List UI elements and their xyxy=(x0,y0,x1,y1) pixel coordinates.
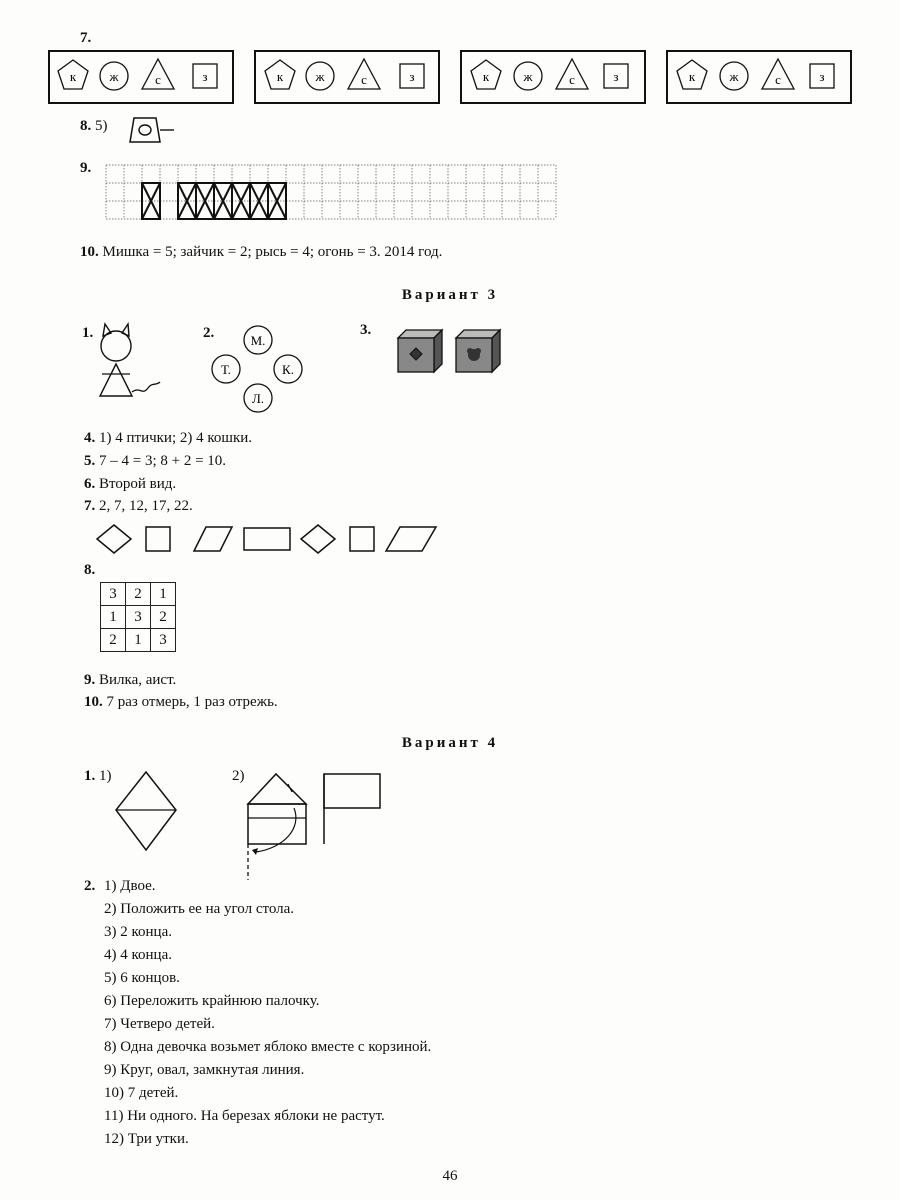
answer-item: 7) Четверо детей. xyxy=(104,1016,215,1032)
answer-item: 8) Одна девочка возьмет яблоко вместе с корзиной. xyxy=(104,1039,432,1055)
answer-item: 5) 6 концов. xyxy=(104,970,180,986)
trapezoid-figure xyxy=(128,114,178,151)
v3-q9-text: Вилка, аист. xyxy=(99,672,177,688)
letters-circles-figure xyxy=(208,324,308,421)
v3-q7-text: 2, 7, 12, 17, 22. xyxy=(99,498,193,514)
v3-q4-number: 4. xyxy=(84,430,96,446)
table-cell: 2 xyxy=(126,583,151,606)
shape-letter: ж xyxy=(729,69,739,84)
v2-q10-text: Мишка = 5; зайчик = 2; рысь = 4; огонь = 3. 2014 год. xyxy=(102,244,443,260)
v2-q7-box-1 xyxy=(48,50,234,109)
v3-q7 xyxy=(84,498,193,515)
shape-letter: з xyxy=(819,69,825,84)
v4-q1-label xyxy=(84,768,112,785)
v2-q10 xyxy=(80,244,442,261)
table-cell: 3 xyxy=(151,629,176,652)
v3-q7-number: 7. xyxy=(84,498,96,514)
v2-q7-box-2 xyxy=(254,50,440,109)
v2-q8-text: 5) xyxy=(95,118,108,134)
shape-letter: ж xyxy=(315,69,325,84)
v3-q4 xyxy=(84,430,252,447)
v4-q2-number: 2. xyxy=(84,878,96,894)
v3-q6-text: Второй вид. xyxy=(99,476,177,492)
table-cell: 2 xyxy=(101,629,126,652)
shape-letter: з xyxy=(202,69,208,84)
parallelogram-shape xyxy=(386,527,436,551)
v3-q5 xyxy=(84,453,226,470)
shape-letter: з xyxy=(613,69,619,84)
cube-2 xyxy=(456,330,500,372)
rhombus-shape xyxy=(301,525,335,553)
table-cell: 1 xyxy=(126,629,151,652)
page-number: 46 xyxy=(442,1168,458,1184)
rhombus-fold-figure xyxy=(112,770,180,859)
table-cell: 1 xyxy=(101,606,126,629)
v3-q10-number: 10. xyxy=(84,694,103,710)
v4-q2-number-wrap xyxy=(84,878,95,895)
v3-q3-number: 3. xyxy=(360,322,372,338)
circle-letter: Т. xyxy=(221,362,231,377)
v3-q5-text: 7 – 4 = 3; 8 + 2 = 10. xyxy=(99,453,227,469)
v3-q4-text: 1) 4 птички; 2) 4 кошки. xyxy=(99,430,253,446)
v2-q8-number: 8. xyxy=(80,118,92,134)
v3-q2-number: 2. xyxy=(203,325,215,341)
rectangle-shape xyxy=(244,528,290,550)
variant-4-heading: Вариант 4 xyxy=(401,735,499,751)
cat-figure xyxy=(96,322,166,409)
shape-letter: с xyxy=(361,72,367,87)
circle-letter: Л. xyxy=(251,391,265,406)
v3-q9 xyxy=(84,672,176,689)
v4-q1-part2: 2) xyxy=(232,768,245,784)
answer-item: 3) 2 конца. xyxy=(104,924,172,940)
circle-letter: К. xyxy=(282,362,294,377)
square-shape xyxy=(146,527,170,551)
dice-figure xyxy=(396,326,506,381)
shape-letter: ж xyxy=(523,69,533,84)
cube-1 xyxy=(398,330,442,372)
v2-q7-number: 7. xyxy=(80,30,92,46)
table-cell: 2 xyxy=(151,606,176,629)
v3-q10-text: 7 раз отмерь, 1 раз отрежь. xyxy=(106,694,278,710)
shape-letter: к xyxy=(482,69,490,84)
square-shape xyxy=(350,527,374,551)
answer-item: 11) Ни одного. На березах яблоки не растут. xyxy=(104,1108,385,1124)
answer-item: 12) Три утки. xyxy=(104,1131,189,1147)
answer-item: 1) Двое. xyxy=(104,878,156,894)
v2-q9-grid xyxy=(104,163,564,230)
v2-q7-box-3 xyxy=(460,50,646,109)
circle-letter: М. xyxy=(250,333,266,348)
table-cell: 1 xyxy=(151,583,176,606)
table-cell: 3 xyxy=(126,606,151,629)
v3-q9-number: 9. xyxy=(84,672,96,688)
shape-letter: к xyxy=(276,69,284,84)
shape-letter: к xyxy=(688,69,696,84)
answer-item: 10) 7 детей. xyxy=(104,1085,179,1101)
v3-q6 xyxy=(84,476,176,493)
v2-q10-number: 10. xyxy=(80,244,99,260)
v3-q5-number: 5. xyxy=(84,453,96,469)
v2-q9-number: 9. xyxy=(80,160,92,176)
house-fold-figure xyxy=(244,768,386,889)
answer-item: 9) Круг, овал, замкнутая линия. xyxy=(104,1062,305,1078)
parallelogram-shape xyxy=(194,527,232,551)
variant-3-heading: Вариант 3 xyxy=(401,287,499,303)
v2-q7-box-4 xyxy=(666,50,852,109)
v4-q1-part1: 1) xyxy=(99,768,112,784)
shape-sequence xyxy=(94,522,454,561)
v2-q8 xyxy=(80,118,108,135)
shape-letter: с xyxy=(775,72,781,87)
rhombus-shape xyxy=(97,525,131,553)
answer-item: 6) Переложить крайнюю палочку. xyxy=(104,993,320,1009)
v4-q1-number: 1. xyxy=(84,768,96,784)
answer-item: 2) Положить ее на угол стола. xyxy=(104,901,295,917)
answer-item: 4) 4 конца. xyxy=(104,947,172,963)
v3-q6-number: 6. xyxy=(84,476,96,492)
v3-q1-number: 1. xyxy=(82,325,94,341)
v3-q8-table xyxy=(100,582,176,652)
v3-q10 xyxy=(84,694,278,711)
table-cell: 3 xyxy=(101,583,126,606)
shape-letter: с xyxy=(569,72,575,87)
shape-letter: с xyxy=(155,72,161,87)
shape-letter: к xyxy=(69,69,77,84)
shape-letter: з xyxy=(409,69,415,84)
shape-letter: ж xyxy=(109,69,119,84)
v3-q8-number: 8. xyxy=(84,562,96,578)
